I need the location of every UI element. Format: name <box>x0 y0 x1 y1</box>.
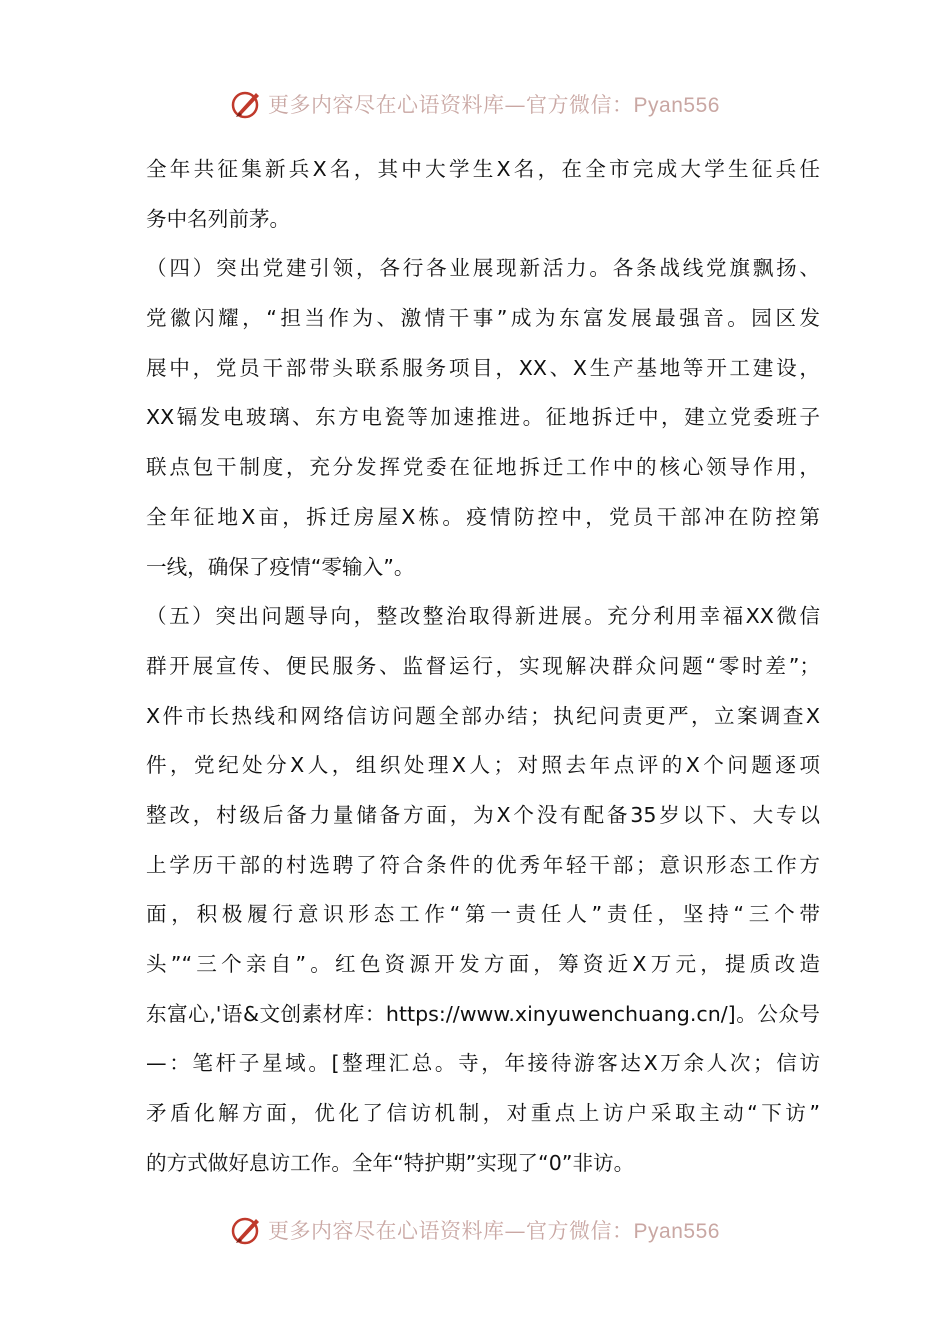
watermark-wechat: 官方微信：Pyan556 <box>526 1220 720 1243</box>
footer-watermark <box>0 1210 950 1250</box>
text-line: —：笔杆子星域。[整理汇总。寺，年接待游客达X万余人次；信访 <box>146 1051 820 1076</box>
watermark-separator: — <box>504 93 527 117</box>
text-line: 群开展宣传、便民服务、监督运行，实现解决群众问题“零时差”； <box>146 653 820 678</box>
text-line: 的方式做好息访工作。全年“特护期”实现了“0”非访。 <box>146 1150 635 1175</box>
document-body <box>146 145 820 1188</box>
text-line: 件，党纪处分X人，组织处理X人；对照去年点评的X个问题逐项 <box>146 753 820 778</box>
text-line: 东富心,'语&文创素材库：https://www.xinyuwenchuang.cn/]。公众号 <box>146 1001 820 1026</box>
watermark-brand: 更多内容尽在心语资料库 <box>268 93 505 117</box>
pen-logo-icon <box>230 1213 264 1247</box>
watermark-brand: 更多内容尽在心语资料库 <box>268 1219 505 1243</box>
text-line: 全年征地X亩，拆迁房屋X栋。疫情防控中，党员干部冲在防控第 <box>146 504 820 529</box>
watermark-wechat: 官方微信：Pyan556 <box>526 94 720 117</box>
header-watermark <box>0 84 950 124</box>
text-line: 上学历干部的村选聘了符合条件的优秀年轻干部；意识形态工作方 <box>146 852 820 877</box>
text-line: 联点包干制度，充分发挥党委在征地拆迁工作中的核心领导作用， <box>146 455 820 480</box>
text-line: 一线，确保了疫情“零输入”。 <box>146 554 415 579</box>
text-line: 务中名列前茅。 <box>146 206 291 231</box>
pen-logo-icon <box>230 87 264 121</box>
text-line: X件市长热线和网络信访问题全部办结；执纪问责更严，立案调查X <box>146 703 820 728</box>
text-line: 全年共征集新兵X名，其中大学生X名，在全市完成大学生征兵任 <box>146 157 820 181</box>
text-line: （五）突出问题导向，整改整治取得新进展。充分利用幸福XX微信 <box>146 604 820 629</box>
text-line: XX镉发电玻璃、东方电瓷等加速推进。征地拆迁中，建立党委班子 <box>146 405 820 430</box>
watermark-separator: — <box>504 1219 527 1243</box>
text-line: 头”“三个亲自”。红色资源开发方面，筹资近X万元，提质改造 <box>146 952 820 976</box>
text-line: 矛盾化解方面，优化了信访机制，对重点上访户采取主动“下访” <box>146 1101 820 1126</box>
text-line: （四）突出党建引领，各行各业展现新活力。各条战线党旗飘扬、 <box>146 256 820 281</box>
text-line: 展中，党员干部带头联系服务项目，XX、X生产基地等开工建设， <box>146 355 820 380</box>
text-line: 党徽闪耀，“担当作为、激情干事”成为东富发展最强音。园区发 <box>146 306 820 331</box>
text-line: 整改，村级后备力量储备方面，为X个没有配备35岁以下、大专以 <box>146 802 820 827</box>
text-line: 面，积极履行意识形态工作“第一责任人”责任，坚持“三个带 <box>146 902 820 927</box>
